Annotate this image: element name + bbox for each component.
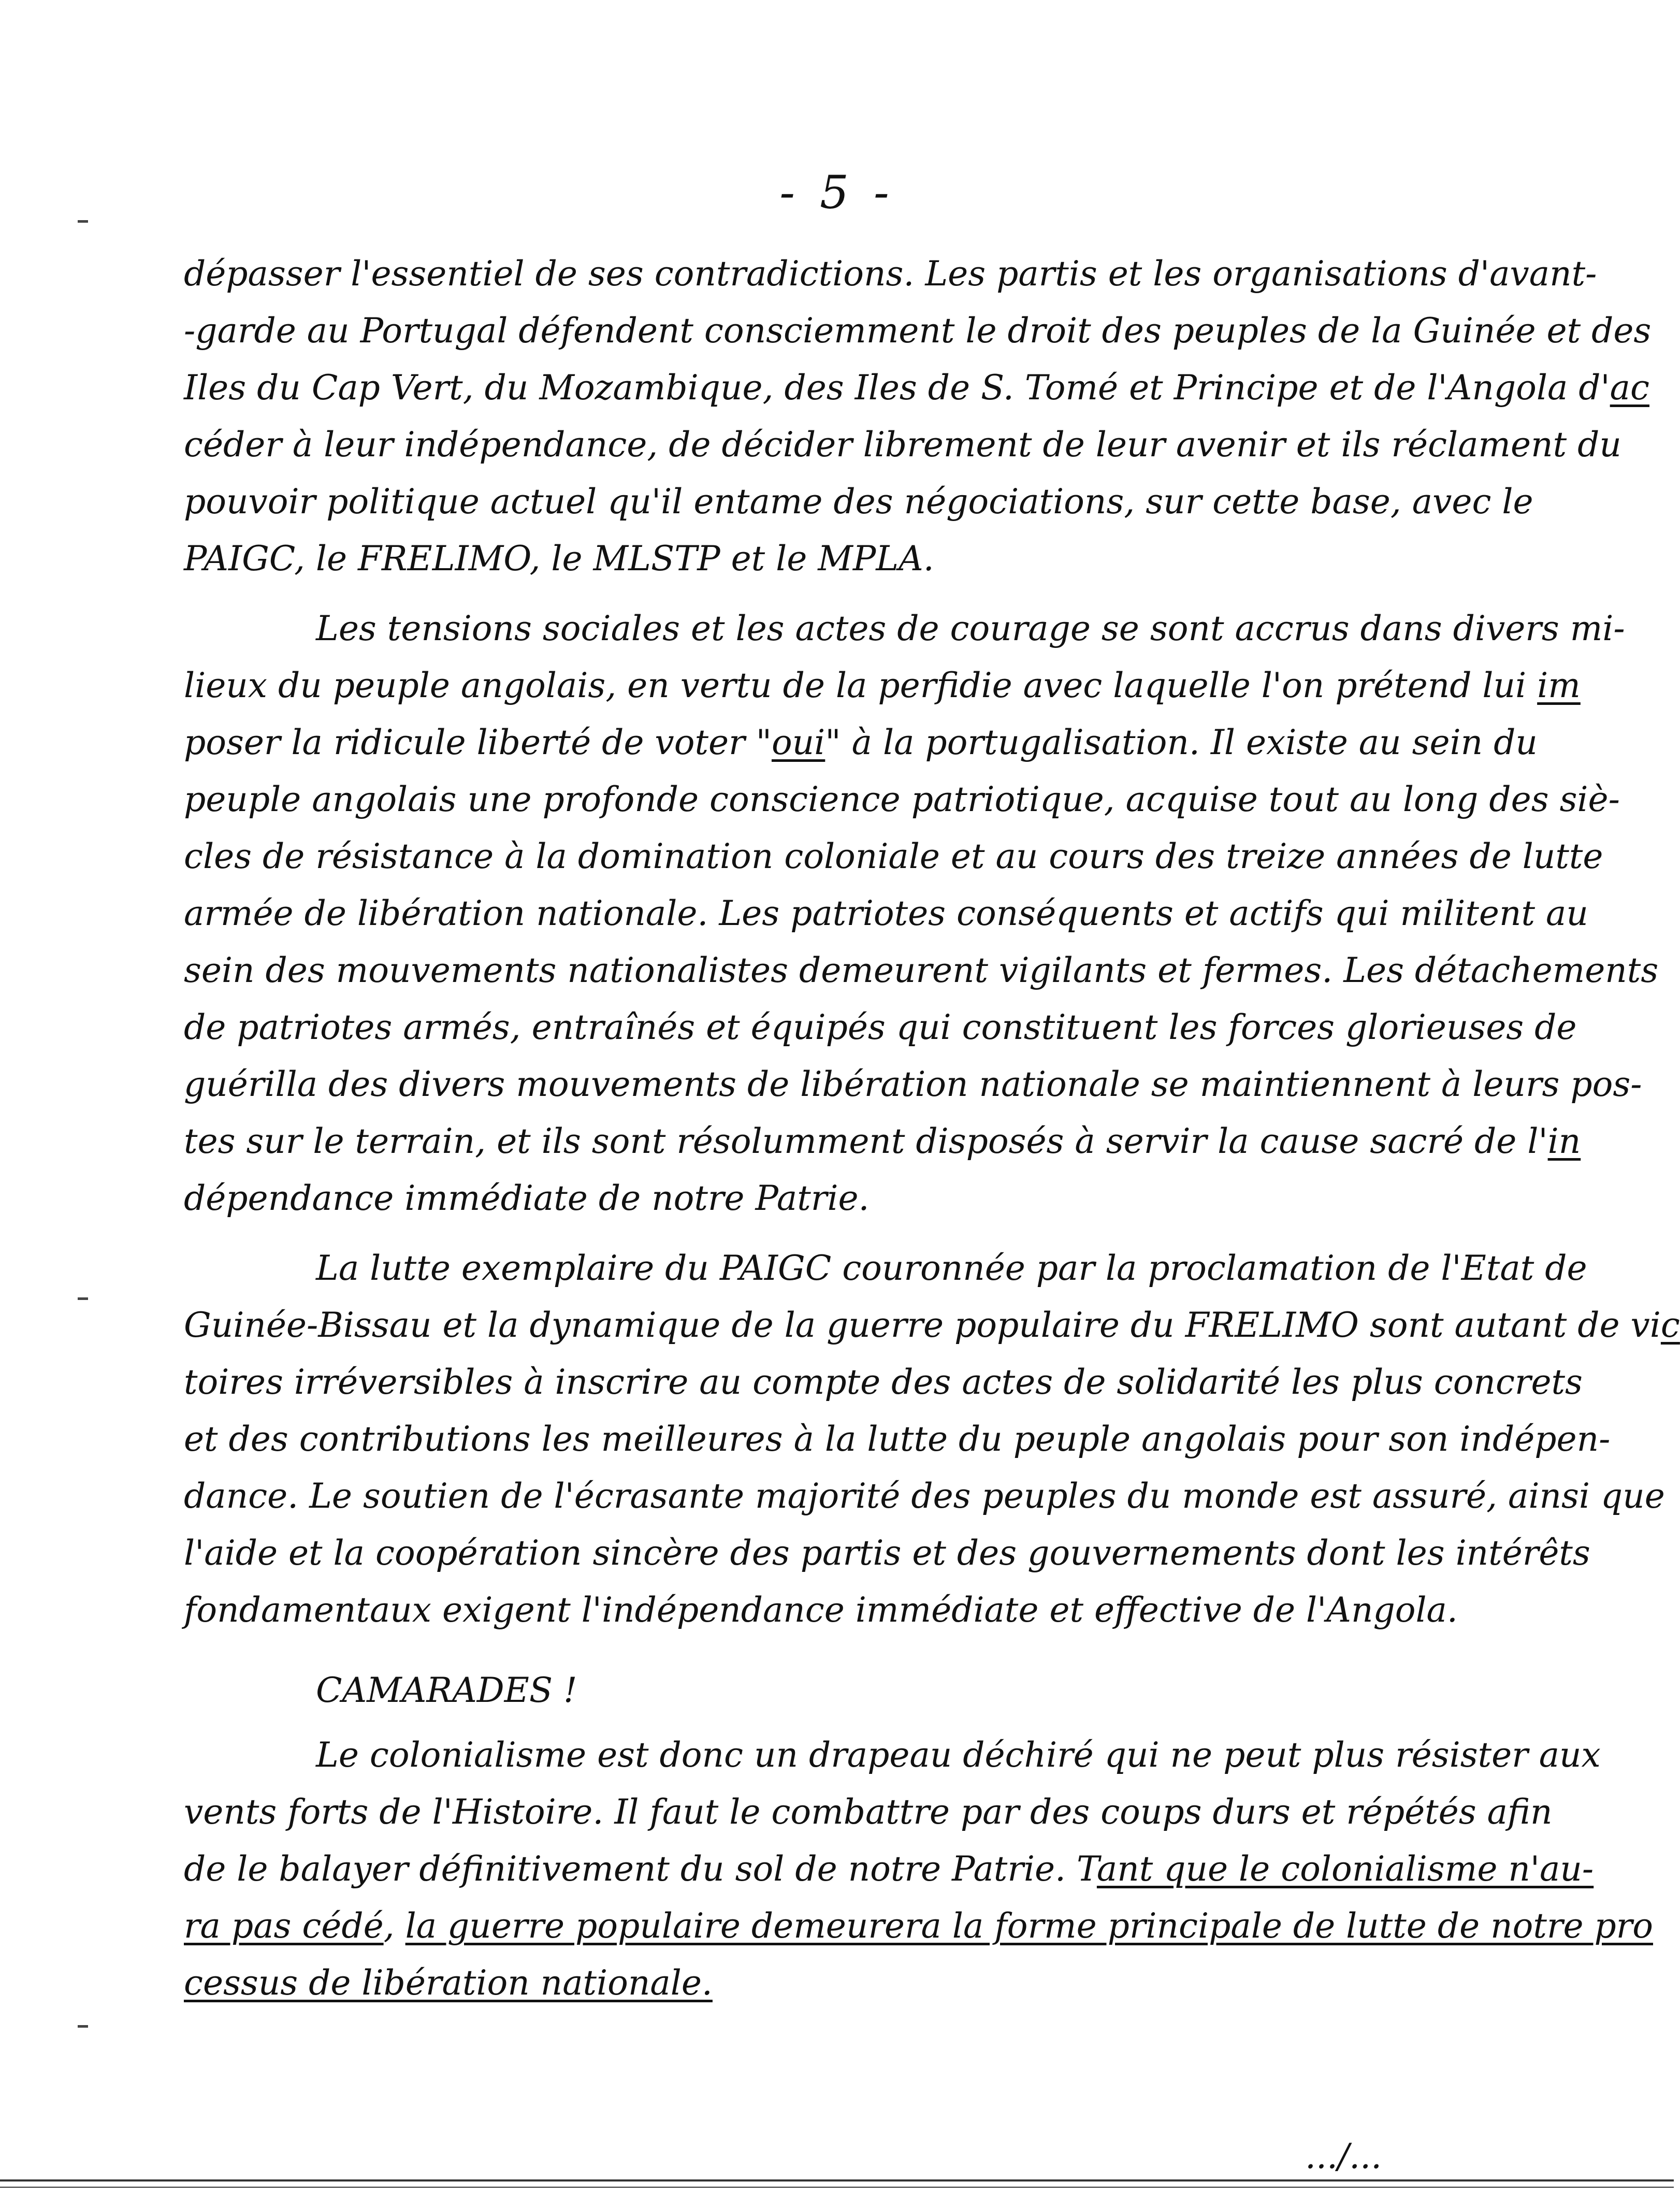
text-segment: PAIGC, le FRELIMO, le MLSTP et le MPLA. xyxy=(184,539,934,579)
text-line xyxy=(184,779,1620,819)
text-segment: dépendance immédiate de notre Patrie. xyxy=(184,1178,870,1218)
text-segment: Guinée-Bissau et la dynamique de la guerre populaire du FRELIMO sont autant de vi xyxy=(184,1305,1661,1345)
text-segment: dance. Le soutien de l'écrasante majorité des peuples du monde est assuré, ainsi que xyxy=(184,1476,1665,1516)
text-line xyxy=(184,950,1658,990)
underlined-text: la guerre populaire demeurera la forme principale de lutte de notre pro xyxy=(405,1906,1654,1946)
text-segment: tes sur le terrain, et ils sont résolumment disposés à servir la cause sacré de l' xyxy=(184,1121,1548,1161)
text-line xyxy=(184,723,1538,762)
underlined-text: oui xyxy=(771,723,825,762)
text-line xyxy=(184,666,1581,705)
continuation-mark: .../... xyxy=(1305,2136,1382,2176)
text-line xyxy=(184,836,1603,876)
text-line xyxy=(184,893,1588,933)
text-segment: CAMARADES ! xyxy=(316,1670,577,1710)
text-segment: poser la ridicule liberté de voter " xyxy=(184,723,772,762)
text-line xyxy=(184,1476,1665,1516)
text-segment: sein des mouvements nationalistes demeurent vigilants et fermes. Les détachements xyxy=(184,950,1659,990)
underlined-text: im xyxy=(1537,666,1581,705)
text-line xyxy=(184,1792,1552,1832)
text-line xyxy=(184,1590,1458,1630)
text-segment: , xyxy=(383,1906,405,1946)
margin-tick xyxy=(78,1297,88,1300)
text-segment: armée de libération nationale. Les patriotes conséquents et actifs qui militent au xyxy=(184,893,1588,933)
text-line xyxy=(184,1178,869,1218)
text-line xyxy=(184,1305,1680,1345)
paragraph-first-line xyxy=(316,1248,1587,1288)
text-segment: pouvoir politique actuel qu'il entame des négociations, sur cette base, avec le xyxy=(184,482,1533,522)
text-segment: de le balayer définitivement du sol de notre Patrie. T xyxy=(184,1849,1097,1889)
text-line xyxy=(184,1963,713,2003)
bottom-rule xyxy=(0,2187,1674,2188)
text-line xyxy=(184,482,1533,522)
text-segment: La lutte exemplaire du PAIGC couronnée par la proclamation de l'Etat de xyxy=(316,1248,1587,1288)
page-number: - 5 - xyxy=(779,166,894,219)
paragraph-first-line xyxy=(316,1735,1601,1775)
text-line xyxy=(184,254,1597,294)
text-segment: peuple angolais une profonde conscience patriotique, acquise tout au long des siè- xyxy=(184,779,1620,819)
margin-tick xyxy=(78,220,88,223)
text-segment: et des contributions les meilleures à la lutte du peuple angolais pour son indépen- xyxy=(184,1419,1611,1459)
text-segment: toires irréversibles à inscrire au compte des actes de solidarité les plus concrets xyxy=(184,1362,1583,1402)
text-line xyxy=(184,1007,1576,1047)
underlined-text: in xyxy=(1547,1121,1581,1161)
text-segment: Iles du Cap Vert, du Mozambique, des Iles de S. Tomé et Principe et de l'Angola d' xyxy=(184,368,1610,408)
text-segment: vents forts de l'Histoire. Il faut le combattre par des coups durs et répétés afin xyxy=(184,1792,1553,1832)
underlined-text: cessus de libération nationale. xyxy=(184,1963,713,2003)
text-line xyxy=(184,1533,1590,1573)
text-segment: lieux du peuple angolais, en vertu de la perfidie avec laquelle l'on prétend lui xyxy=(184,666,1538,705)
text-line xyxy=(184,1362,1583,1402)
text-line xyxy=(184,1906,1653,1946)
text-segment: céder à leur indépendance, de décider librement de leur avenir et ils réclament du xyxy=(184,425,1621,465)
text-line xyxy=(184,1849,1594,1889)
paragraph-first-line xyxy=(316,1670,577,1710)
text-line xyxy=(184,425,1621,465)
text-line xyxy=(184,1419,1610,1459)
underlined-text: ac xyxy=(1610,368,1649,408)
text-line xyxy=(184,1121,1581,1161)
text-segment: l'aide et la coopération sincère des partis et des gouvernements dont les intérêts xyxy=(184,1533,1590,1573)
underlined-text: ant que le colonialisme n'au- xyxy=(1096,1849,1594,1889)
text-line xyxy=(184,539,934,579)
bottom-rule xyxy=(0,2179,1674,2181)
underlined-text: c xyxy=(1660,1305,1680,1345)
paragraph-first-line xyxy=(316,609,1625,648)
margin-tick xyxy=(78,2025,88,2028)
text-segment: cles de résistance à la domination coloniale et au cours des treize années de lutte xyxy=(184,836,1603,876)
text-line xyxy=(184,311,1651,351)
text-segment: guérilla des divers mouvements de libération nationale se maintiennent à leurs pos- xyxy=(184,1064,1642,1104)
underlined-text: ra pas cédé xyxy=(184,1906,384,1946)
text-segment: Le colonialisme est donc un drapeau déchiré qui ne peut plus résister aux xyxy=(316,1735,1601,1775)
text-segment: " à la portugalisation. Il existe au sein du xyxy=(825,723,1538,762)
text-line xyxy=(184,1064,1642,1104)
text-segment: dépasser l'essentiel de ses contradictions. Les partis et les organisations d'avant- xyxy=(184,254,1597,294)
text-segment: Les tensions sociales et les actes de courage se sont accrus dans divers mi- xyxy=(316,609,1625,648)
text-line xyxy=(184,368,1649,408)
text-segment: fondamentaux exigent l'indépendance immédiate et effective de l'Angola. xyxy=(184,1590,1458,1630)
text-segment: de patriotes armés, entraînés et équipés qui constituent les forces glorieuses de xyxy=(184,1007,1577,1047)
text-segment: -garde au Portugal défendent consciemment le droit des peuples de la Guinée et des xyxy=(184,311,1652,351)
